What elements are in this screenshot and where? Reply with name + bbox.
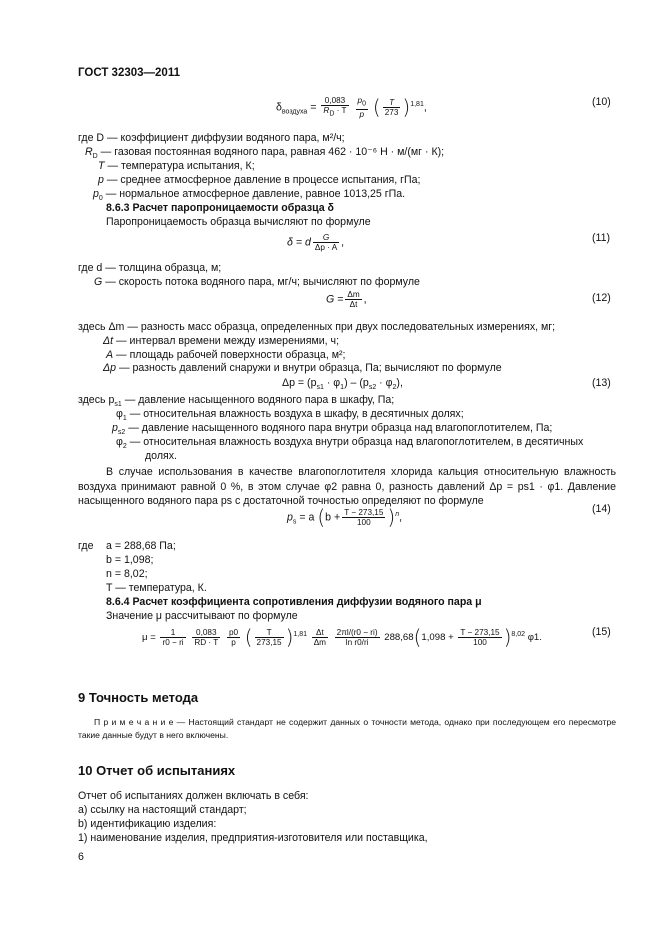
document-id: ГОСТ 32303—2011	[78, 67, 180, 79]
equation-10: $\delta_{воздуха}$ = $\frac{0,083}{RD \cdot T}$ $\frac{p0}{p}$ ( $\frac{T}{273}$ )$^{1,81}$,	[276, 95, 427, 119]
paragraph: Значение μ рассчитывают по формуле	[106, 610, 298, 622]
section-heading-10: 10 Отчет об испытаниях	[78, 763, 236, 778]
equation-number-12: (12)	[592, 292, 611, 304]
page-number: 6	[78, 851, 84, 863]
equation-13: $\Delta p = (p_{s1} \cdot \varphi_1) - (p_{s2} \cdot \varphi_2)$,	[282, 377, 403, 392]
definition-line: здесь Δm — разность масс образца, определенных при двух последовательных измерениях, мг;	[78, 321, 556, 333]
equation-number-10: (10)	[592, 96, 611, 108]
definition-line: b = 1,098;	[106, 554, 154, 566]
paragraph: Отчет об испытаниях должен включать в себя:	[78, 790, 309, 802]
definition-line: $\varphi_2$ — относительная влажность воздуха внутри образца над влагопоглотителем, в десятичных	[116, 436, 584, 451]
section-heading-9: 9 Точность метода	[78, 690, 199, 705]
list-item: 1) наименование изделия, предприятия-изготовителя или поставщика,	[78, 832, 428, 844]
equation-15: μ = $\frac{1}{r0 - ri}$ $\frac{0,083}{RD \cdot T}$ $\frac{p0}{p}$ ( $\frac{T}{273,15}$ )$^{1,81}$ $\frac{\Delta t}{\Delta m}$ $\frac{2\pi l/(r0 - ri)}{\text{ln r0/ri}}$ 288,68(1,098 + $\frac{T - 273,15}{100}$ )$^{8,02}$ φ1.	[142, 625, 542, 649]
definition-line: T — температура испытания, К;	[98, 160, 255, 172]
definition-line: где	[78, 540, 94, 552]
definition-line: где d — толщина образца, м;	[78, 262, 222, 274]
equation-number-14: (14)	[592, 503, 611, 515]
equation-number-11: (11)	[592, 232, 611, 244]
definition-line: $R_D$ — газовая постоянная водяного пара, равная 462 · 10⁻⁶ Н · м/(мг · К);	[85, 146, 445, 161]
definition-line: G — скорость потока водяного пара, мг/ч; вычисляют по формуле	[94, 276, 420, 288]
definition-line: n = 8,02;	[106, 568, 148, 580]
definition-line: p — среднее атмосферное давление в процессе испытания, гПа;	[98, 174, 421, 186]
equation-number-15: (15)	[592, 626, 611, 638]
paragraph: В случае использования в качестве влагопоглотителя хлорида кальция относительную влажность воздуха принимают равной 0 %, в этом случае φ2 равна 0, разность давлений Δp = ps1 · φ1. Давление насыщенного водяного пара ps с достаточной точностью определяют по формуле	[78, 466, 616, 507]
section-heading-8-6-4: 8.6.4 Расчет коэффициента сопротивления диффузии водяного пара μ	[106, 596, 482, 608]
note: П р и м е ч а н и е — Настоящий стандарт не содержит данных о точности метода, однако при последующем его пересмотре такие данные будут в него включены.	[78, 717, 616, 740]
definition-line: $p_0$ — нормальное атмосферное давление, равное 1013,25 гПа.	[93, 188, 406, 203]
definition-line: Δt — интервал времени между измерениями, ч;	[103, 335, 340, 347]
definition-line: T — температура, К.	[106, 582, 207, 594]
list-item: b) идентификацию изделия:	[78, 818, 217, 830]
equation-14: $p_s = a$ (b + $\frac{T - 273,15}{100}$ )$^n$,	[287, 505, 403, 529]
definition-line: Δp — разность давлений снаружи и внутри образца, Па; вычисляют по формуле	[103, 362, 502, 374]
definition-line: долях.	[145, 450, 177, 462]
definition-line: A — площадь рабочей поверхности образца, м²;	[106, 349, 346, 361]
definition-line: где D — коэффициент диффузии водяного пара, м²/ч;	[78, 132, 345, 144]
equation-12: G = $\frac{\Delta m}{\Delta t}$ ,	[326, 290, 367, 310]
section-heading-8-6-3: 8.6.3 Расчет паропроницаемости образца δ	[106, 202, 334, 214]
definition-line: здесь $p_{s1}$ — давление насыщенного водяного пара в шкафу, Па;	[78, 394, 395, 409]
equation-number-13: (13)	[592, 377, 611, 389]
definition-line: $p_{s2}$ — давление насыщенного водяного пара внутри образца над влагопоглотителем, Па;	[112, 422, 553, 437]
definition-line: $\varphi_1$ — относительная влажность воздуха в шкафу, в десятичных долях;	[116, 408, 464, 423]
definition-line: a = 288,68 Па;	[106, 540, 176, 552]
equation-11: δ = d $\frac{G}{\Delta p \cdot A}$ ,	[287, 233, 345, 253]
paragraph: Паропроницаемость образца вычисляют по формуле	[106, 216, 371, 228]
list-item: a) ссылку на настоящий стандарт;	[78, 804, 247, 816]
